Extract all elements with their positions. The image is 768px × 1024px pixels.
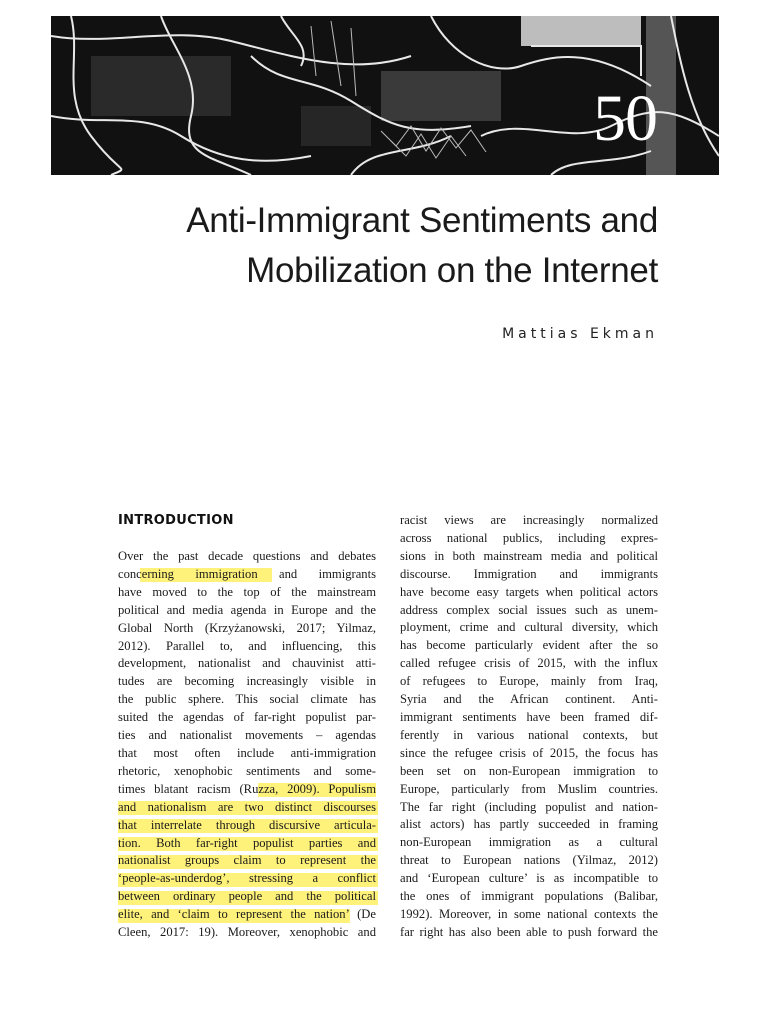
body-text-line: has become particularly evident after the so xyxy=(400,638,658,653)
body-text-line: the public sphere. This social climate has xyxy=(118,692,376,707)
body-text-line: that interrelate through discursive articula- xyxy=(118,817,376,832)
body-text-line: called refugee crisis of 2015, with the influx xyxy=(400,656,658,671)
body-text-line: Global North (Krzyżanowski, 2017; Yilmaz, xyxy=(118,620,376,635)
body-text-line: nationalist groups claim to represent the xyxy=(118,853,376,868)
body-text-line: that most often include anti-immigration xyxy=(118,745,376,760)
body-text-line: threat to European nations (Yilmaz, 2012) xyxy=(400,853,658,868)
body-text-line: political and media agenda in Europe and the xyxy=(118,602,376,617)
body-text-line: Cleen, 2017: 19). Moreover, xenophobic and xyxy=(118,925,376,940)
section-heading: INTRODUCTION xyxy=(118,513,234,528)
body-text-line: of refugees to Europe, mainly from Iraq, xyxy=(400,674,658,689)
body-text-line: address complex social issues such as unem- xyxy=(400,602,658,617)
body-text-line: concerning immigration and immigrants xyxy=(118,566,376,581)
chapter-title-line: Mobilization on the Internet xyxy=(246,251,658,290)
body-text-line: rhetoric, xenophobic sentiments and some- xyxy=(118,763,376,778)
body-text-line: 2012). Parallel to, and influencing, this xyxy=(118,638,376,653)
body-text-line: The far right (including populist and nation- xyxy=(400,799,658,814)
body-text-line: and ‘European culture’ is as incompatible to xyxy=(400,871,658,886)
body-text-line: ployment, crime and cultural diversity, which xyxy=(400,620,658,635)
body-text-line: since the refugee crisis of 2015, the focus has xyxy=(400,745,658,760)
body-text-line: times blatant racism (Ruzza, 2009). Populism xyxy=(118,781,376,796)
body-text-line: ties and nationalist movements – agendas xyxy=(118,728,376,743)
author-name: Mattias Ekman xyxy=(502,326,658,342)
right-text-column xyxy=(400,512,658,942)
body-text-line: ‘people-as-underdog’, stressing a conflict xyxy=(118,871,376,886)
body-text-line: suited the agendas of far-right populist par- xyxy=(118,710,376,725)
body-text-line: tudes are becoming increasingly visible in xyxy=(118,674,376,689)
body-text-line: non-European immigration as a cultural xyxy=(400,835,658,850)
body-text-line: Over the past decade questions and debates xyxy=(118,549,376,563)
body-text-line: tion. Both far-right populist parties and xyxy=(118,835,376,850)
chapter-banner-image xyxy=(51,16,719,175)
body-text-line: and nationalism are two distinct discourses xyxy=(118,799,376,814)
body-text-line: immigrant sentiments have been framed dif- xyxy=(400,709,658,724)
body-text-line: development, nationalist and chauvinist atti- xyxy=(118,656,376,671)
body-text-line: alist actors) has partly succeeded in framing xyxy=(400,817,658,832)
body-text-line: have become easy targets when political actors xyxy=(400,584,658,599)
body-text-line: been set on non-European immigration to xyxy=(400,763,658,778)
body-text-line: discourse. Immigration and immigrants xyxy=(400,566,658,581)
chapter-title xyxy=(98,196,658,296)
chapter-title-line: Anti-Immigrant Sentiments and xyxy=(186,201,658,240)
body-text-line: the ones of immigrant populations (Balibar, xyxy=(400,889,658,904)
body-text-line: 1992). Moreover, in some national contexts the xyxy=(400,906,658,921)
body-text-line: sions in both mainstream media and political xyxy=(400,548,658,563)
chapter-number: 50 xyxy=(593,82,657,155)
body-text-line: between ordinary people and the political xyxy=(118,889,376,904)
body-text-line: Europe, particularly from Muslim countries. xyxy=(400,781,658,796)
body-text-line: elite, and ‘claim to represent the nation’ (De xyxy=(118,907,376,922)
body-text-line: far right has also been able to push forward the xyxy=(400,924,658,939)
body-text-line: Syria and the African continent. Anti- xyxy=(400,692,658,707)
body-text-line: have moved to the top of the mainstream xyxy=(118,584,376,599)
body-text-line: ferently in various national contexts, but xyxy=(400,727,658,742)
body-text-line: across national publics, including expres- xyxy=(400,530,658,545)
left-text-column xyxy=(118,548,376,942)
body-text-line: racist views are increasingly normalized xyxy=(400,513,658,527)
